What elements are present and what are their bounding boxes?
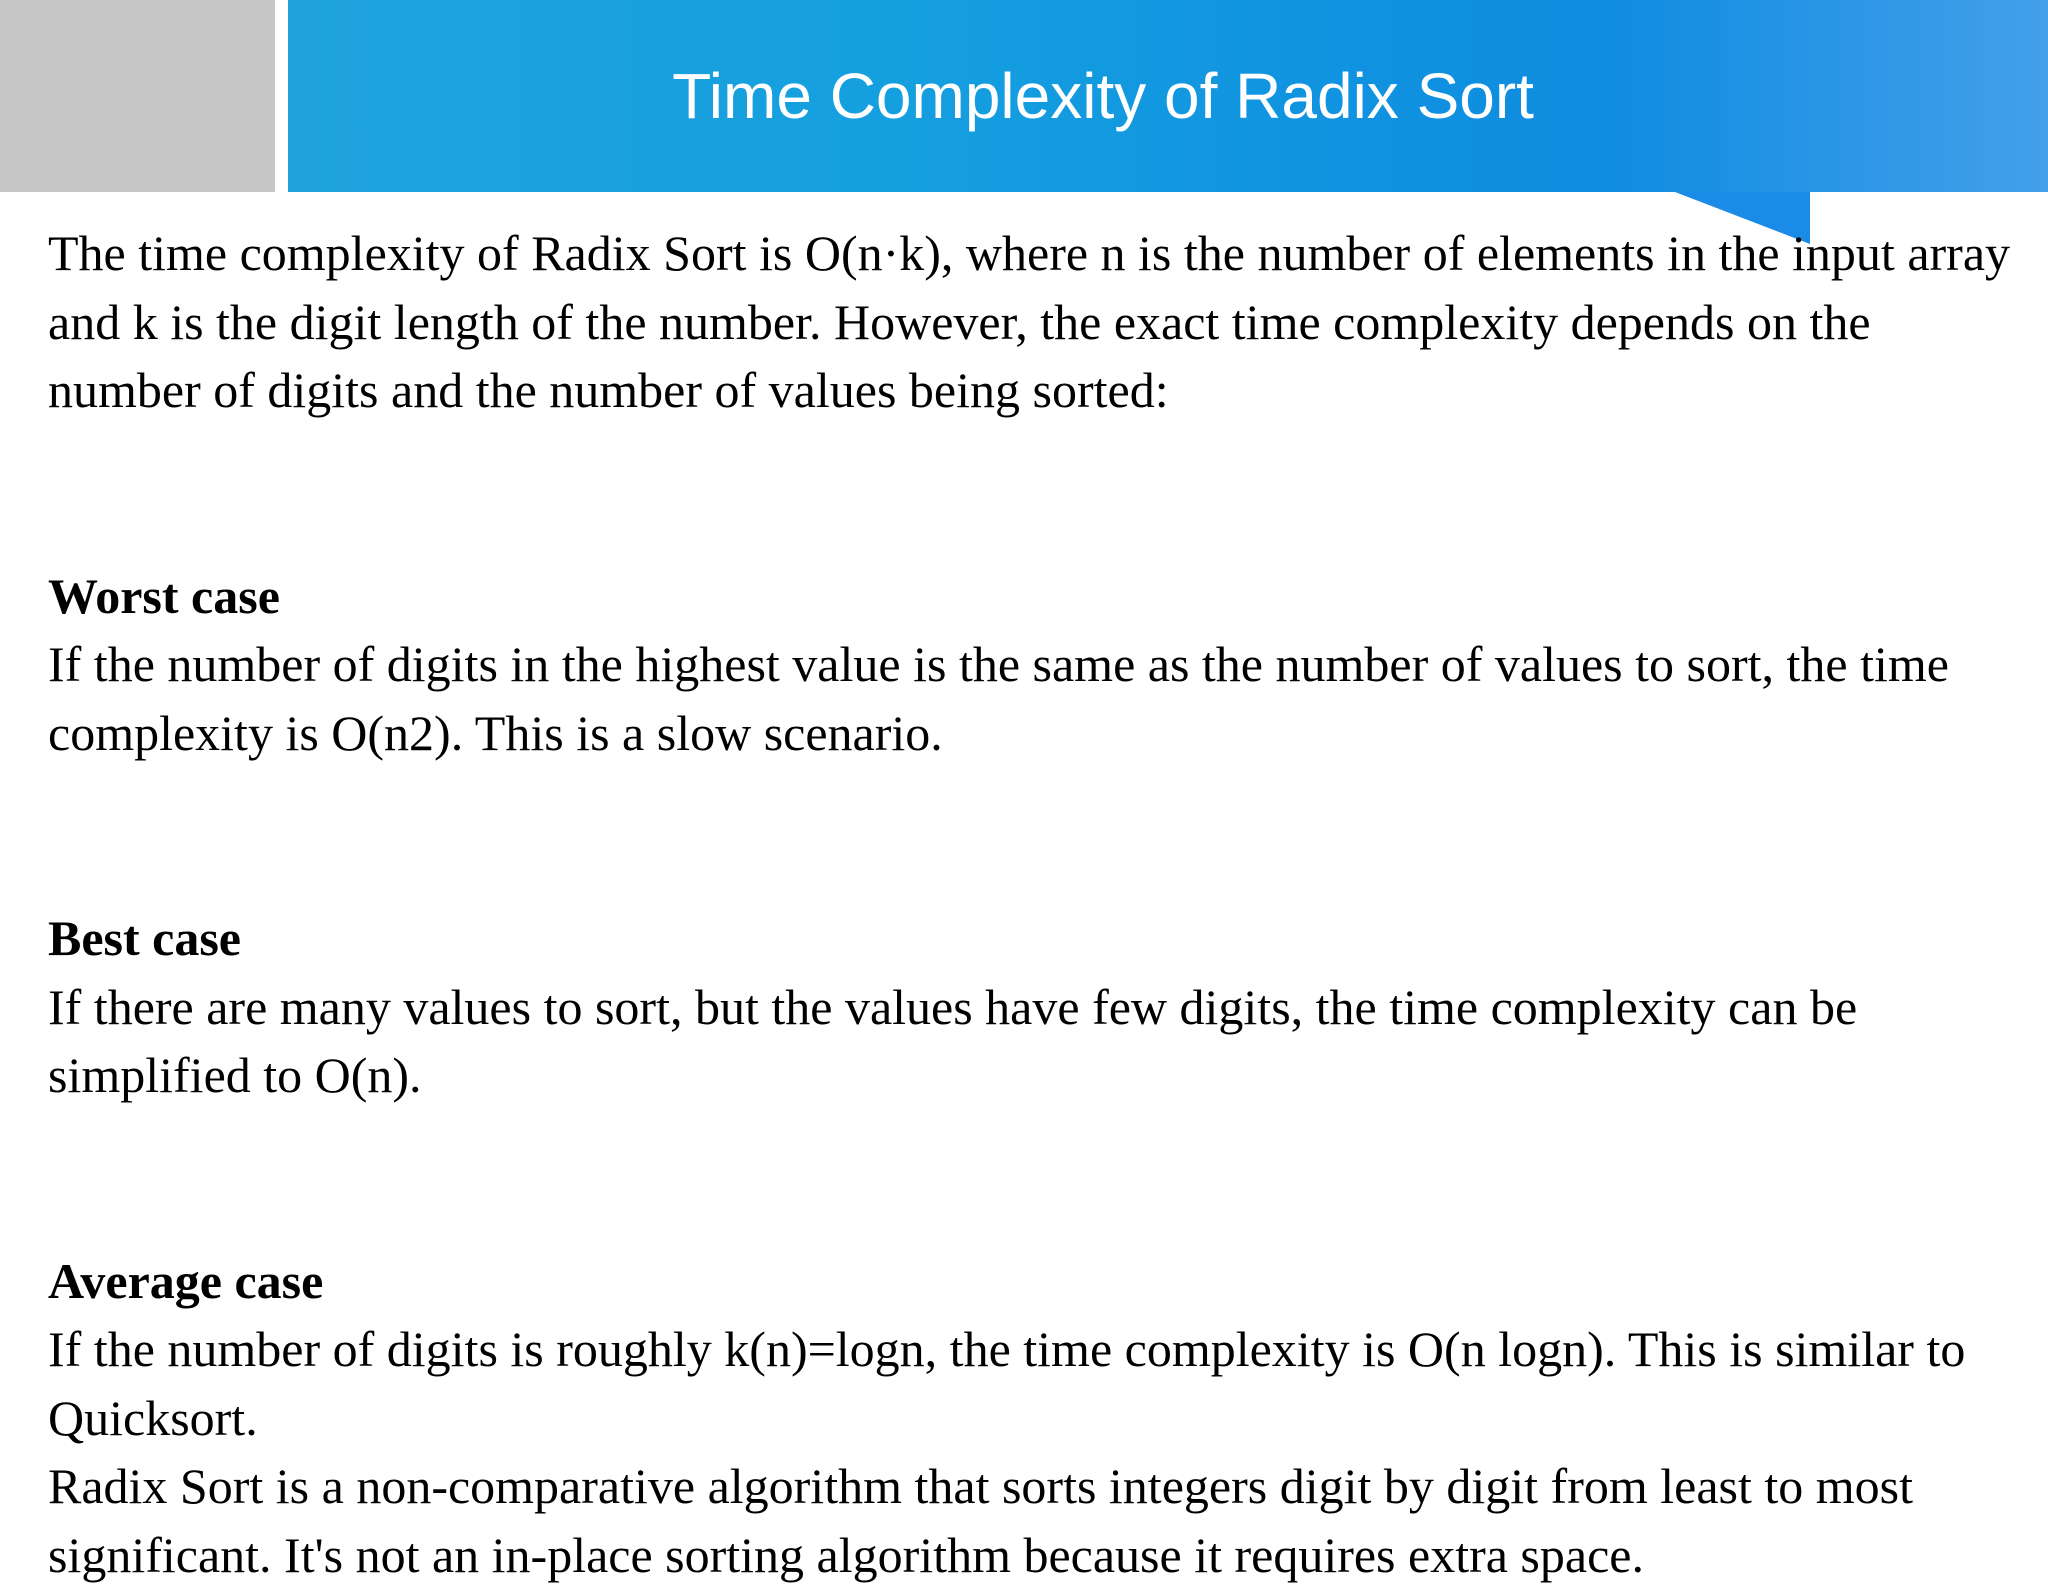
header-gray-block (0, 0, 275, 192)
intro-paragraph: The time complexity of Radix Sort is O(n·k), where n is the number of elements in the input array and k is the digit length of the number. However, the exact time complexity depends on the number of digits and the number of values being sorted: (48, 225, 2011, 418)
average-case-text: If the number of digits is roughly k(n)=logn, the time complexity is O(n logn). This is similar to Quicksort. (48, 1321, 1966, 1446)
slide-title: Time Complexity of Radix Sort (672, 60, 1534, 132)
spacer (48, 767, 2023, 904)
summary-paragraph: Radix Sort is a non-comparative algorithm that sorts integers digit by digit from least to most significant. It's not an in-place sorting algorithm because it requires extra space. (48, 1458, 1913, 1583)
best-case-heading: Best case (48, 910, 241, 966)
worst-case-heading: Worst case (48, 567, 280, 624)
slide-body (48, 219, 2023, 1589)
spacer (48, 425, 2023, 562)
average-case-heading: Average case (48, 1252, 324, 1309)
worst-case-text: If the number of digits in the highest value is the same as the number of values to sort, the time complexity is O(n2). This is a slow scenario. (48, 636, 1949, 761)
spacer (48, 1110, 2023, 1247)
best-case-text: If there are many values to sort, but the values have few digits, the time complexity can be simplified to O(n). (48, 978, 1858, 1103)
